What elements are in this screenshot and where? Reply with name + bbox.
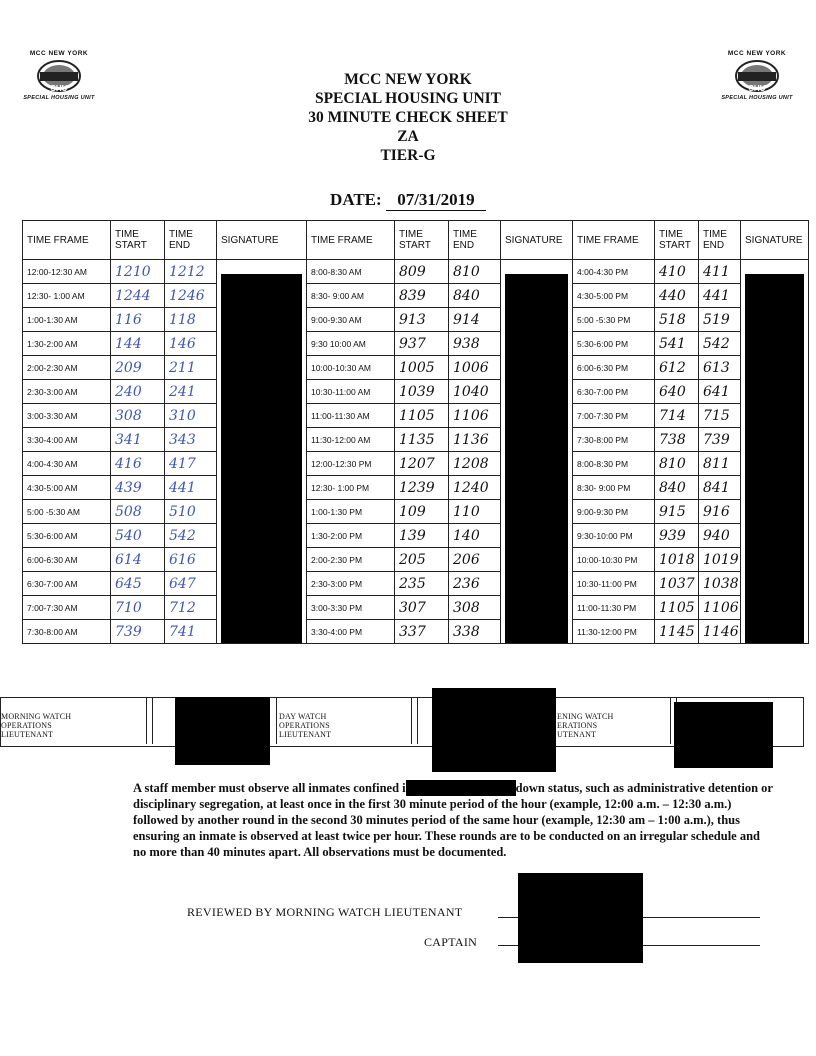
redaction bbox=[674, 702, 773, 768]
time-start-cell: 240 bbox=[111, 380, 165, 404]
time-end-cell: 810 bbox=[449, 260, 501, 284]
header-line-4: ZA bbox=[397, 128, 419, 145]
time-frame-cell: 7:30-8:00 AM bbox=[23, 620, 111, 644]
captain-label: CAPTAIN bbox=[424, 935, 478, 949]
time-frame-cell: 11:30-12:00 AM bbox=[307, 428, 395, 452]
time-end-cell: 715 bbox=[699, 404, 741, 428]
time-start-cell: 1239 bbox=[395, 476, 449, 500]
time-end-cell: 211 bbox=[165, 356, 217, 380]
time-frame-cell: 5:00 -5:30 PM bbox=[573, 308, 655, 332]
time-end-cell: 840 bbox=[449, 284, 501, 308]
time-start-cell: 540 bbox=[111, 524, 165, 548]
time-frame-cell: 6:30-7:00 AM bbox=[23, 572, 111, 596]
column-header: SIGNATURE bbox=[501, 221, 573, 260]
time-start-cell: 1037 bbox=[655, 572, 699, 596]
table-row bbox=[23, 380, 809, 404]
time-frame-cell: 7:00-7:30 AM bbox=[23, 596, 111, 620]
morning-watch-box bbox=[146, 698, 153, 744]
table-row bbox=[23, 332, 809, 356]
time-end-cell: 1240 bbox=[449, 476, 501, 500]
time-end-cell: 741 bbox=[165, 620, 217, 644]
time-end-cell: 236 bbox=[449, 572, 501, 596]
time-frame-cell: 1:00-1:30 AM bbox=[23, 308, 111, 332]
time-end-cell: 110 bbox=[449, 500, 501, 524]
time-start-cell: 541 bbox=[655, 332, 699, 356]
time-frame-cell: 9:00-9:30 AM bbox=[307, 308, 395, 332]
logo-top-text: MCC NEW YORK bbox=[29, 50, 89, 57]
column-header: TIME FRAME bbox=[23, 221, 111, 260]
time-frame-cell: 7:30-8:00 PM bbox=[573, 428, 655, 452]
seal-text: SHU bbox=[50, 84, 68, 93]
time-end-cell: 1246 bbox=[165, 284, 217, 308]
time-frame-cell: 4:30-5:00 PM bbox=[573, 284, 655, 308]
reviewed-by-label: REVIEWED BY MORNING WATCH LIEUTENANT bbox=[187, 905, 463, 919]
date-label: DATE: bbox=[330, 190, 382, 209]
time-start-cell: 839 bbox=[395, 284, 449, 308]
time-end-cell: 1106 bbox=[449, 404, 501, 428]
time-start-cell: 1005 bbox=[395, 356, 449, 380]
time-end-cell: 841 bbox=[699, 476, 741, 500]
time-start-cell: 508 bbox=[111, 500, 165, 524]
column-header: TIME END bbox=[449, 221, 501, 260]
time-end-cell: 1208 bbox=[449, 452, 501, 476]
time-end-cell: 206 bbox=[449, 548, 501, 572]
table-body bbox=[23, 260, 809, 644]
time-end-cell: 542 bbox=[165, 524, 217, 548]
time-start-cell: 1207 bbox=[395, 452, 449, 476]
evening-watch-label: ENING WATCH ERATIONS UTENANT bbox=[557, 712, 614, 739]
time-frame-cell: 1:00-1:30 PM bbox=[307, 500, 395, 524]
time-end-cell: 712 bbox=[165, 596, 217, 620]
time-frame-cell: 12:30- 1:00 AM bbox=[23, 284, 111, 308]
time-end-cell: 146 bbox=[165, 332, 217, 356]
date-value: 07/31/2019 bbox=[386, 190, 486, 211]
time-frame-cell: 9:30 10:00 AM bbox=[307, 332, 395, 356]
time-start-cell: 109 bbox=[395, 500, 449, 524]
time-end-cell: 417 bbox=[165, 452, 217, 476]
time-start-cell: 144 bbox=[111, 332, 165, 356]
time-frame-cell: 6:00-6:30 AM bbox=[23, 548, 111, 572]
time-frame-cell: 11:00-11:30 AM bbox=[307, 404, 395, 428]
redaction bbox=[745, 274, 804, 644]
time-start-cell: 1210 bbox=[111, 260, 165, 284]
table-row bbox=[23, 620, 809, 644]
column-header: SIGNATURE bbox=[217, 221, 307, 260]
time-start-cell: 1105 bbox=[655, 596, 699, 620]
time-frame-cell: 7:00-7:30 PM bbox=[573, 404, 655, 428]
logo-bottom-text: SPECIAL HOUSING UNIT bbox=[721, 95, 793, 101]
table-header-row bbox=[23, 221, 809, 260]
check-sheet-table bbox=[22, 220, 809, 644]
time-end-cell: 1019 bbox=[699, 548, 741, 572]
time-frame-cell: 2:30-3:00 AM bbox=[23, 380, 111, 404]
date-line bbox=[0, 190, 816, 211]
time-start-cell: 139 bbox=[395, 524, 449, 548]
time-end-cell: 343 bbox=[165, 428, 217, 452]
time-frame-cell: 5:00 -5:30 AM bbox=[23, 500, 111, 524]
time-start-cell: 308 bbox=[111, 404, 165, 428]
column-header: TIME START bbox=[111, 221, 165, 260]
header-line-5: TIER-G bbox=[380, 147, 436, 164]
time-start-cell: 810 bbox=[655, 452, 699, 476]
column-header: TIME END bbox=[699, 221, 741, 260]
time-start-cell: 738 bbox=[655, 428, 699, 452]
time-end-cell: 411 bbox=[699, 260, 741, 284]
time-end-cell: 647 bbox=[165, 572, 217, 596]
header-line-2: SPECIAL HOUSING UNIT bbox=[314, 90, 502, 107]
time-frame-cell: 4:00-4:30 PM bbox=[573, 260, 655, 284]
signature-cell bbox=[501, 260, 573, 644]
time-start-cell: 710 bbox=[111, 596, 165, 620]
signature-cell bbox=[217, 260, 307, 644]
table-row bbox=[23, 284, 809, 308]
time-frame-cell: 10:30-11:00 PM bbox=[573, 572, 655, 596]
header-line-1: MCC NEW YORK bbox=[344, 71, 472, 88]
time-end-cell: 441 bbox=[699, 284, 741, 308]
table-row bbox=[23, 572, 809, 596]
time-frame-cell: 11:30-12:00 PM bbox=[573, 620, 655, 644]
column-header: TIME FRAME bbox=[307, 221, 395, 260]
time-start-cell: 913 bbox=[395, 308, 449, 332]
time-end-cell: 118 bbox=[165, 308, 217, 332]
time-end-cell: 441 bbox=[165, 476, 217, 500]
time-start-cell: 518 bbox=[655, 308, 699, 332]
time-start-cell: 645 bbox=[111, 572, 165, 596]
day-watch-label: DAY WATCH OPERATIONS LIEUTENANT bbox=[279, 712, 332, 739]
morning-watch-label: MORNING WATCH OPERATIONS LIEUTENANT bbox=[1, 712, 72, 739]
redaction bbox=[518, 873, 643, 963]
time-end-cell: 310 bbox=[165, 404, 217, 428]
table-row bbox=[23, 596, 809, 620]
table-row bbox=[23, 500, 809, 524]
paragraph-part-1: A staff member must observe all inmates confined i bbox=[133, 781, 406, 795]
time-end-cell: 1006 bbox=[449, 356, 501, 380]
redaction bbox=[221, 274, 302, 644]
time-frame-cell: 1:30-2:00 AM bbox=[23, 332, 111, 356]
time-frame-cell: 3:00-3:30 AM bbox=[23, 404, 111, 428]
time-end-cell: 519 bbox=[699, 308, 741, 332]
time-frame-cell: 12:00-12:30 AM bbox=[23, 260, 111, 284]
table-row bbox=[23, 260, 809, 284]
time-frame-cell: 4:30-5:00 AM bbox=[23, 476, 111, 500]
time-frame-cell: 8:30- 9:00 AM bbox=[307, 284, 395, 308]
time-end-cell: 641 bbox=[699, 380, 741, 404]
time-start-cell: 209 bbox=[111, 356, 165, 380]
signature-cell bbox=[741, 260, 809, 644]
morning-watch-box-end bbox=[269, 698, 277, 744]
time-start-cell: 1018 bbox=[655, 548, 699, 572]
time-frame-cell: 2:30-3:00 PM bbox=[307, 572, 395, 596]
time-frame-cell: 3:30-4:00 AM bbox=[23, 428, 111, 452]
time-start-cell: 614 bbox=[111, 548, 165, 572]
time-start-cell: 235 bbox=[395, 572, 449, 596]
column-header: SIGNATURE bbox=[741, 221, 809, 260]
time-frame-cell: 10:00-10:30 AM bbox=[307, 356, 395, 380]
time-start-cell: 809 bbox=[395, 260, 449, 284]
time-start-cell: 341 bbox=[111, 428, 165, 452]
time-start-cell: 307 bbox=[395, 596, 449, 620]
time-start-cell: 410 bbox=[655, 260, 699, 284]
document-header bbox=[0, 70, 816, 165]
time-end-cell: 542 bbox=[699, 332, 741, 356]
table-row bbox=[23, 452, 809, 476]
time-end-cell: 1106 bbox=[699, 596, 741, 620]
time-start-cell: 739 bbox=[111, 620, 165, 644]
time-start-cell: 205 bbox=[395, 548, 449, 572]
time-frame-cell: 8:30- 9:00 PM bbox=[573, 476, 655, 500]
time-frame-cell: 8:00-8:30 PM bbox=[573, 452, 655, 476]
time-start-cell: 915 bbox=[655, 500, 699, 524]
time-start-cell: 1105 bbox=[395, 404, 449, 428]
time-start-cell: 416 bbox=[111, 452, 165, 476]
time-start-cell: 337 bbox=[395, 620, 449, 644]
time-frame-cell: 2:00-2:30 AM bbox=[23, 356, 111, 380]
time-frame-cell: 2:00-2:30 PM bbox=[307, 548, 395, 572]
logo-bottom-text: SPECIAL HOUSING UNIT bbox=[23, 95, 95, 101]
time-frame-cell: 1:30-2:00 PM bbox=[307, 524, 395, 548]
time-end-cell: 1038 bbox=[699, 572, 741, 596]
time-end-cell: 1146 bbox=[699, 620, 741, 644]
table-row bbox=[23, 428, 809, 452]
time-frame-cell: 5:30-6:00 AM bbox=[23, 524, 111, 548]
time-start-cell: 937 bbox=[395, 332, 449, 356]
column-header: TIME START bbox=[655, 221, 699, 260]
redaction bbox=[175, 697, 270, 765]
time-frame-cell: 5:30-6:00 PM bbox=[573, 332, 655, 356]
seal-text: SHU bbox=[748, 84, 766, 93]
time-start-cell: 439 bbox=[111, 476, 165, 500]
table-row bbox=[23, 548, 809, 572]
redaction bbox=[432, 688, 556, 772]
time-start-cell: 640 bbox=[655, 380, 699, 404]
time-end-cell: 940 bbox=[699, 524, 741, 548]
time-frame-cell: 9:30-10:00 PM bbox=[573, 524, 655, 548]
time-start-cell: 714 bbox=[655, 404, 699, 428]
time-frame-cell: 10:30-11:00 AM bbox=[307, 380, 395, 404]
day-watch-box bbox=[411, 698, 418, 744]
time-start-cell: 116 bbox=[111, 308, 165, 332]
time-start-cell: 1145 bbox=[655, 620, 699, 644]
time-end-cell: 616 bbox=[165, 548, 217, 572]
time-frame-cell: 6:30-7:00 PM bbox=[573, 380, 655, 404]
observation-policy-paragraph bbox=[133, 780, 773, 860]
time-frame-cell: 3:00-3:30 PM bbox=[307, 596, 395, 620]
time-end-cell: 338 bbox=[449, 620, 501, 644]
time-end-cell: 916 bbox=[699, 500, 741, 524]
time-end-cell: 241 bbox=[165, 380, 217, 404]
table-row bbox=[23, 356, 809, 380]
time-end-cell: 1136 bbox=[449, 428, 501, 452]
table-row bbox=[23, 524, 809, 548]
paragraph-part-2: down status, such as administrative detention or disciplinary segregation, at least once in the first 30 minute period of the hour (example, 12:00 a.m. – 12:30 a.m.) followed by another round in the second 30 minutes period of the same hour (example, 12:30 am – 1:00 a.m.), thus ensuring an inmate is observed at least twice per hour. These rounds are to be conducted on an irregular schedule and no more than 40 minutes apart. All observations must be documented. bbox=[133, 781, 773, 859]
time-frame-cell: 10:00-10:30 PM bbox=[573, 548, 655, 572]
column-header: TIME FRAME bbox=[573, 221, 655, 260]
time-start-cell: 1135 bbox=[395, 428, 449, 452]
logo-top-text: MCC NEW YORK bbox=[727, 50, 787, 57]
header-line-3: 30 MINUTE CHECK SHEET bbox=[308, 109, 508, 126]
time-frame-cell: 8:00-8:30 AM bbox=[307, 260, 395, 284]
time-frame-cell: 12:30- 1:00 PM bbox=[307, 476, 395, 500]
table-row bbox=[23, 404, 809, 428]
column-header: TIME START bbox=[395, 221, 449, 260]
redaction bbox=[406, 780, 516, 796]
time-end-cell: 914 bbox=[449, 308, 501, 332]
time-end-cell: 938 bbox=[449, 332, 501, 356]
time-start-cell: 1244 bbox=[111, 284, 165, 308]
table-row bbox=[23, 308, 809, 332]
time-frame-cell: 11:00-11:30 PM bbox=[573, 596, 655, 620]
time-frame-cell: 9:00-9:30 PM bbox=[573, 500, 655, 524]
redaction bbox=[505, 274, 568, 644]
time-frame-cell: 4:00-4:30 AM bbox=[23, 452, 111, 476]
time-end-cell: 308 bbox=[449, 596, 501, 620]
time-start-cell: 840 bbox=[655, 476, 699, 500]
time-end-cell: 1040 bbox=[449, 380, 501, 404]
time-end-cell: 510 bbox=[165, 500, 217, 524]
time-frame-cell: 6:00-6:30 PM bbox=[573, 356, 655, 380]
time-start-cell: 440 bbox=[655, 284, 699, 308]
time-end-cell: 140 bbox=[449, 524, 501, 548]
time-end-cell: 739 bbox=[699, 428, 741, 452]
time-end-cell: 811 bbox=[699, 452, 741, 476]
time-end-cell: 613 bbox=[699, 356, 741, 380]
column-header: TIME END bbox=[165, 221, 217, 260]
time-start-cell: 612 bbox=[655, 356, 699, 380]
table-row bbox=[23, 476, 809, 500]
time-frame-cell: 12:00-12:30 PM bbox=[307, 452, 395, 476]
time-start-cell: 939 bbox=[655, 524, 699, 548]
time-start-cell: 1039 bbox=[395, 380, 449, 404]
time-frame-cell: 3:30-4:00 PM bbox=[307, 620, 395, 644]
time-end-cell: 1212 bbox=[165, 260, 217, 284]
